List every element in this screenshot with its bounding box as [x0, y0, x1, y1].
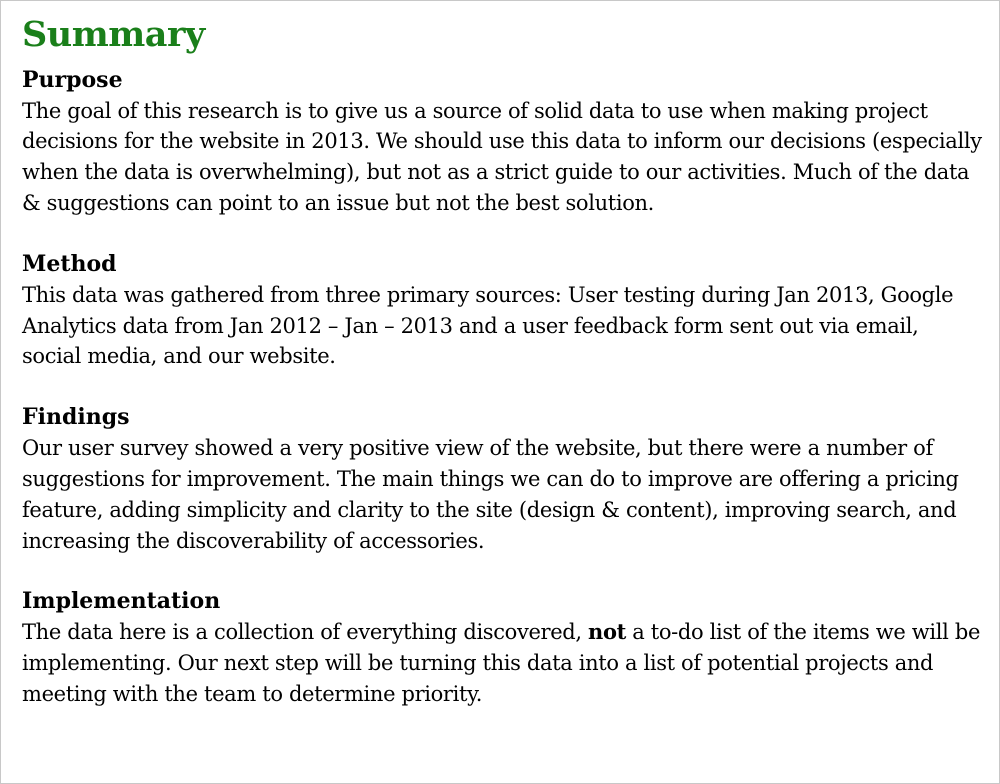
- section-body: [22, 617, 982, 710]
- section-implementation: [22, 586, 982, 709]
- section-body: The goal of this research is to give us a source of solid data to use when making project decisions for the website in 2013. We should use this data to inform our decisions (especially when the data is overwhelming), but not as a strict guide to our activities. Much of the data & suggestions can point to an issue but not the best solution.: [22, 98, 982, 216]
- section-heading: Purpose: [22, 67, 123, 93]
- body-text: a to-do list of the items we will be implementing. Our next step will be turning this data into a list of potential projects and meeting with the team to determine priority.: [22, 619, 981, 706]
- section-body: Our user survey showed a very positive view of the website, but there were a number of suggestions for improvement. The main things we can do to improve are offering a pricing feature, adding simplicity and clarity to the site (design & content), improving search, and increasing the discoverability of accessories.: [22, 435, 959, 553]
- section-method: [22, 249, 982, 372]
- section-heading: Implementation: [22, 588, 221, 615]
- body-text: The data here is a collection of everything discovered,: [22, 619, 589, 644]
- section-heading: Method: [22, 251, 117, 278]
- section-heading: Findings: [22, 404, 130, 431]
- page-title: Summary: [22, 14, 205, 55]
- document-content: [22, 13, 982, 740]
- section-body: This data was gathered from three primary sources: User testing during Jan 2013, Google Analytics data from Jan 2012 – Jan – 2013 and a user feedback form sent out via email, social media, and our website.: [22, 282, 954, 369]
- section-purpose: [22, 65, 982, 219]
- section-findings: [22, 402, 982, 556]
- emphasis-text: not: [588, 618, 626, 644]
